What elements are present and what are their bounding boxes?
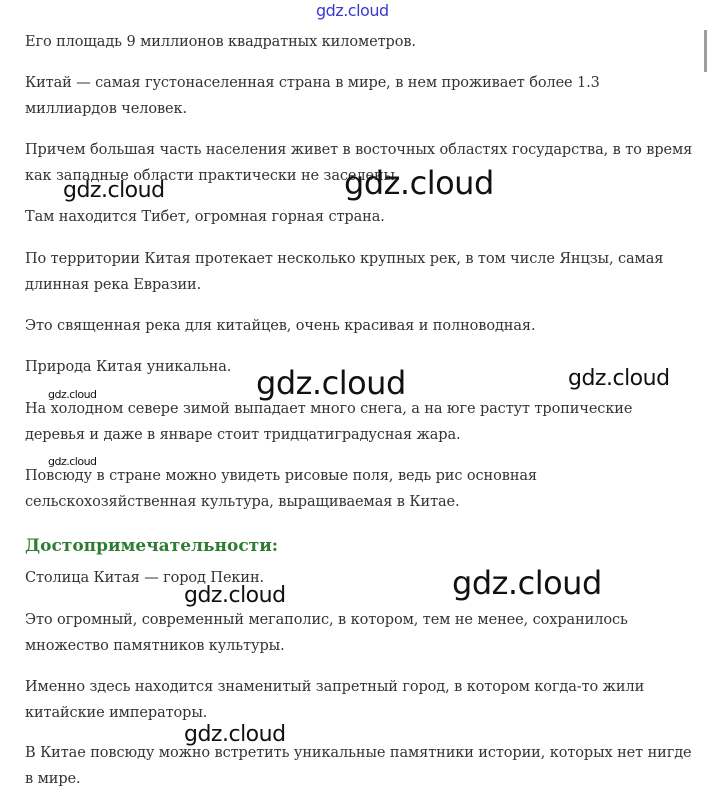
- paragraph-population: Китай — самая густонаселенная страна в мире, в нем проживает более 1.3 миллиардов человек.: [25, 75, 600, 117]
- paragraph-rice: Повсюду в стране можно увидеть рисовые поля, ведь рис основная сельскохозяйственная культура, выращиваемая в Китае.: [25, 468, 537, 510]
- watermark-logo: gdz.cloud: [48, 455, 97, 468]
- watermark-logo: gdz.cloud: [63, 178, 165, 203]
- watermark-logo: gdz.cloud: [256, 364, 406, 402]
- watermark-logo: gdz.cloud: [568, 366, 670, 391]
- watermark-logo: gdz.cloud: [316, 1, 389, 20]
- watermark-logo: gdz.cloud: [184, 583, 286, 608]
- paragraph-rivers: По территории Китая протекает несколько крупных рек, в том числе Янцзы, самая длинная река Евразии.: [25, 251, 664, 293]
- paragraph-east-west: Причем большая часть населения живет в восточных областях государства, в то время как западные области практически не заселены.: [25, 142, 693, 184]
- paragraph-nature: Природа Китая уникальна.: [25, 359, 232, 375]
- paragraph-area: Его площадь 9 миллионов квадратных километров.: [25, 34, 416, 50]
- paragraph-megapolis: Это огромный, современный мегаполис, в котором, тем не менее, сохранилось множество памятников культуры.: [25, 612, 628, 654]
- watermark-logo: gdz.cloud: [48, 388, 97, 401]
- watermark-logo: gdz.cloud: [344, 164, 494, 202]
- scrollbar-thumb[interactable]: [704, 30, 707, 72]
- watermark-logo: gdz.cloud: [452, 564, 602, 602]
- paragraph-monuments: В Китае повсюду можно встретить уникальные памятники истории, которых нет нигде в мире.: [25, 745, 692, 787]
- paragraph-tibet: Там находится Тибет, огромная горная страна.: [25, 209, 385, 225]
- section-heading-sights: Достопримечательности:: [25, 536, 279, 556]
- watermark-logo: gdz.cloud: [184, 722, 286, 747]
- paragraph-forbidden-city: Именно здесь находится знаменитый запретный город, в котором когда-то жили китайские императоры.: [25, 679, 645, 721]
- paragraph-climate: На холодном севере зимой выпадает много снега, а на юге растут тропические деревья и даже в январе стоит тридцатиградусная жара.: [25, 401, 633, 443]
- paragraph-capital: Столица Китая — город Пекин.: [25, 570, 265, 586]
- paragraph-yangtze: Это священная река для китайцев, очень красивая и полноводная.: [25, 318, 536, 334]
